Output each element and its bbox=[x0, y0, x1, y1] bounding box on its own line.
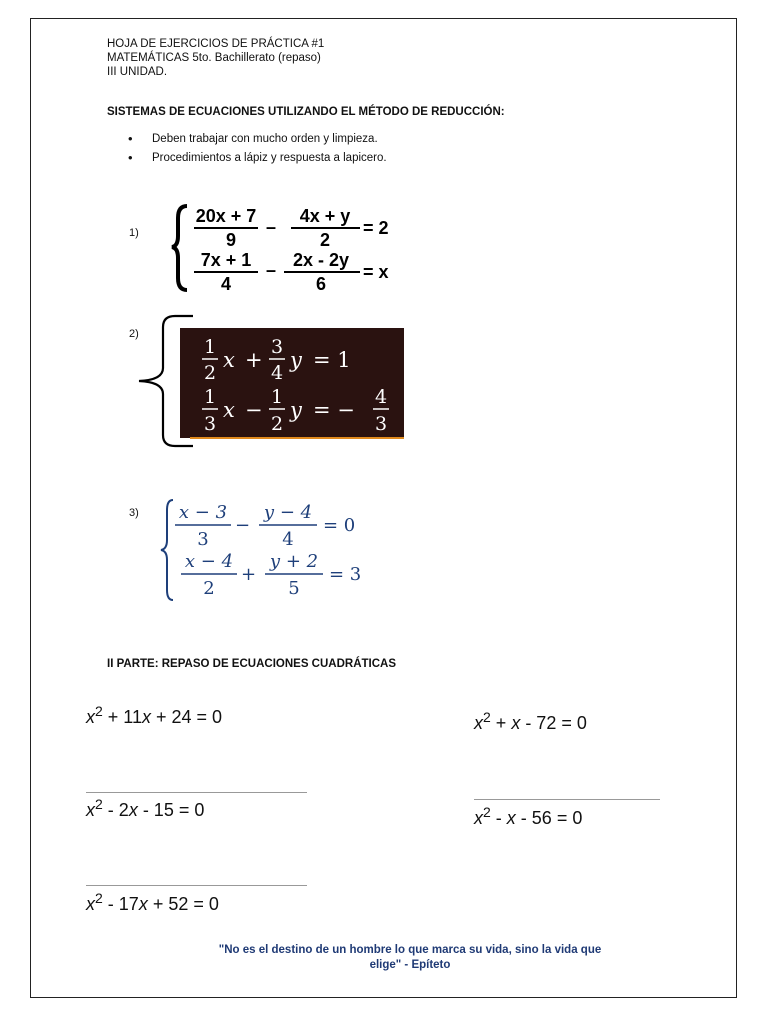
frac-denominator: 9 bbox=[225, 230, 237, 250]
svg-text:x: x bbox=[223, 398, 235, 422]
system1-equations bbox=[170, 198, 400, 296]
svg-text:y: y bbox=[290, 398, 302, 422]
course-line: MATEMÁTICAS 5to. Bachillerato (repaso) bbox=[107, 52, 321, 64]
quadratic-equation-1: $x^2 + 11x + 24 = 0$ bbox=[86, 703, 223, 727]
svg-text:5: 5 bbox=[288, 578, 300, 599]
svg-text:= 0: = 0 bbox=[323, 515, 356, 536]
operator: – bbox=[266, 217, 277, 237]
svg-text:3: 3 bbox=[270, 336, 284, 358]
quote bbox=[160, 943, 660, 973]
svg-text:4: 4 bbox=[374, 386, 388, 408]
svg-text:y − 4: y − 4 bbox=[263, 502, 313, 523]
system3-number: 3) bbox=[129, 507, 139, 519]
svg-text:1: 1 bbox=[270, 386, 284, 408]
svg-text:x: x bbox=[223, 348, 235, 372]
rhs: = 2 bbox=[363, 218, 389, 238]
svg-text:y + 2: y + 2 bbox=[269, 551, 319, 572]
svg-text:−: − bbox=[245, 398, 263, 422]
rhs: = x bbox=[363, 262, 389, 282]
system2-equations bbox=[135, 313, 410, 451]
unit-line: III UNIDAD. bbox=[107, 66, 168, 78]
frac-numerator: 2x - 2y bbox=[292, 250, 350, 270]
system2-number: 2) bbox=[129, 328, 139, 340]
brace-icon bbox=[161, 500, 173, 600]
frac-denominator: 2 bbox=[319, 230, 331, 250]
svg-text:x − 4: x − 4 bbox=[184, 551, 234, 572]
svg-text:1: 1 bbox=[203, 386, 217, 408]
operator: – bbox=[266, 260, 277, 280]
svg-text:y: y bbox=[290, 348, 302, 372]
instruction-item: • Deben trabajar con mucho orden y limpieza. bbox=[128, 131, 387, 150]
frac-denominator: 6 bbox=[315, 274, 327, 294]
svg-text:+: + bbox=[245, 348, 263, 372]
section2-title: II PARTE: REPASO DE ECUACIONES CUADRÁTICAS bbox=[107, 658, 397, 670]
section1-title: SISTEMAS DE ECUACIONES UTILIZANDO EL MÉTODO DE REDUCCIÓN: bbox=[107, 106, 505, 118]
svg-text:x − 3: x − 3 bbox=[178, 502, 228, 523]
system1-number: 1) bbox=[129, 227, 139, 239]
svg-text:−: − bbox=[235, 515, 251, 536]
svg-text:+: + bbox=[241, 564, 257, 585]
frac-numerator: 7x + 1 bbox=[200, 250, 252, 270]
separator-line bbox=[86, 885, 307, 886]
svg-text:2: 2 bbox=[203, 578, 215, 599]
svg-text:4: 4 bbox=[282, 529, 294, 550]
svg-text:3: 3 bbox=[203, 413, 217, 435]
frac-numerator: 20x + 7 bbox=[195, 206, 257, 226]
instructions-list bbox=[128, 131, 387, 169]
svg-text:3: 3 bbox=[197, 529, 209, 550]
svg-text:= 3: = 3 bbox=[329, 564, 362, 585]
svg-text:= −: = − bbox=[313, 398, 355, 422]
quadratic-equation-5: $x^2 - 17x + 52 = 0$ bbox=[86, 890, 219, 914]
separator-line bbox=[86, 792, 307, 793]
quadratic-equation-2: $x^2 + x - 72 = 0$ bbox=[474, 709, 587, 733]
quadratic-equation-4: $x^2 - x - 56 = 0$ bbox=[474, 804, 583, 828]
system3-equations bbox=[157, 496, 377, 606]
svg-text:1: 1 bbox=[203, 336, 217, 358]
worksheet-title: HOJA DE EJERCICIOS DE PRÁCTICA #1 bbox=[107, 38, 325, 50]
brace-icon bbox=[172, 206, 187, 290]
svg-text:2: 2 bbox=[270, 413, 284, 435]
quadratic-equation-3: $x^2 - 2x - 15 = 0$ bbox=[86, 796, 205, 820]
frac-denominator: 4 bbox=[220, 274, 232, 294]
svg-text:3: 3 bbox=[374, 413, 388, 435]
quote-line: elige" - Epíteto bbox=[369, 959, 451, 971]
instruction-item: • Procedimientos a lápiz y respuesta a lapicero. bbox=[128, 150, 387, 169]
svg-text:4: 4 bbox=[270, 362, 284, 384]
svg-text:2: 2 bbox=[203, 362, 217, 384]
separator-line bbox=[474, 799, 660, 800]
svg-text:= 1: = 1 bbox=[313, 348, 351, 372]
frac-numerator: 4x + y bbox=[299, 206, 351, 226]
quote-line: "No es el destino de un hombre lo que marca su vida, sino la vida que bbox=[218, 944, 602, 956]
